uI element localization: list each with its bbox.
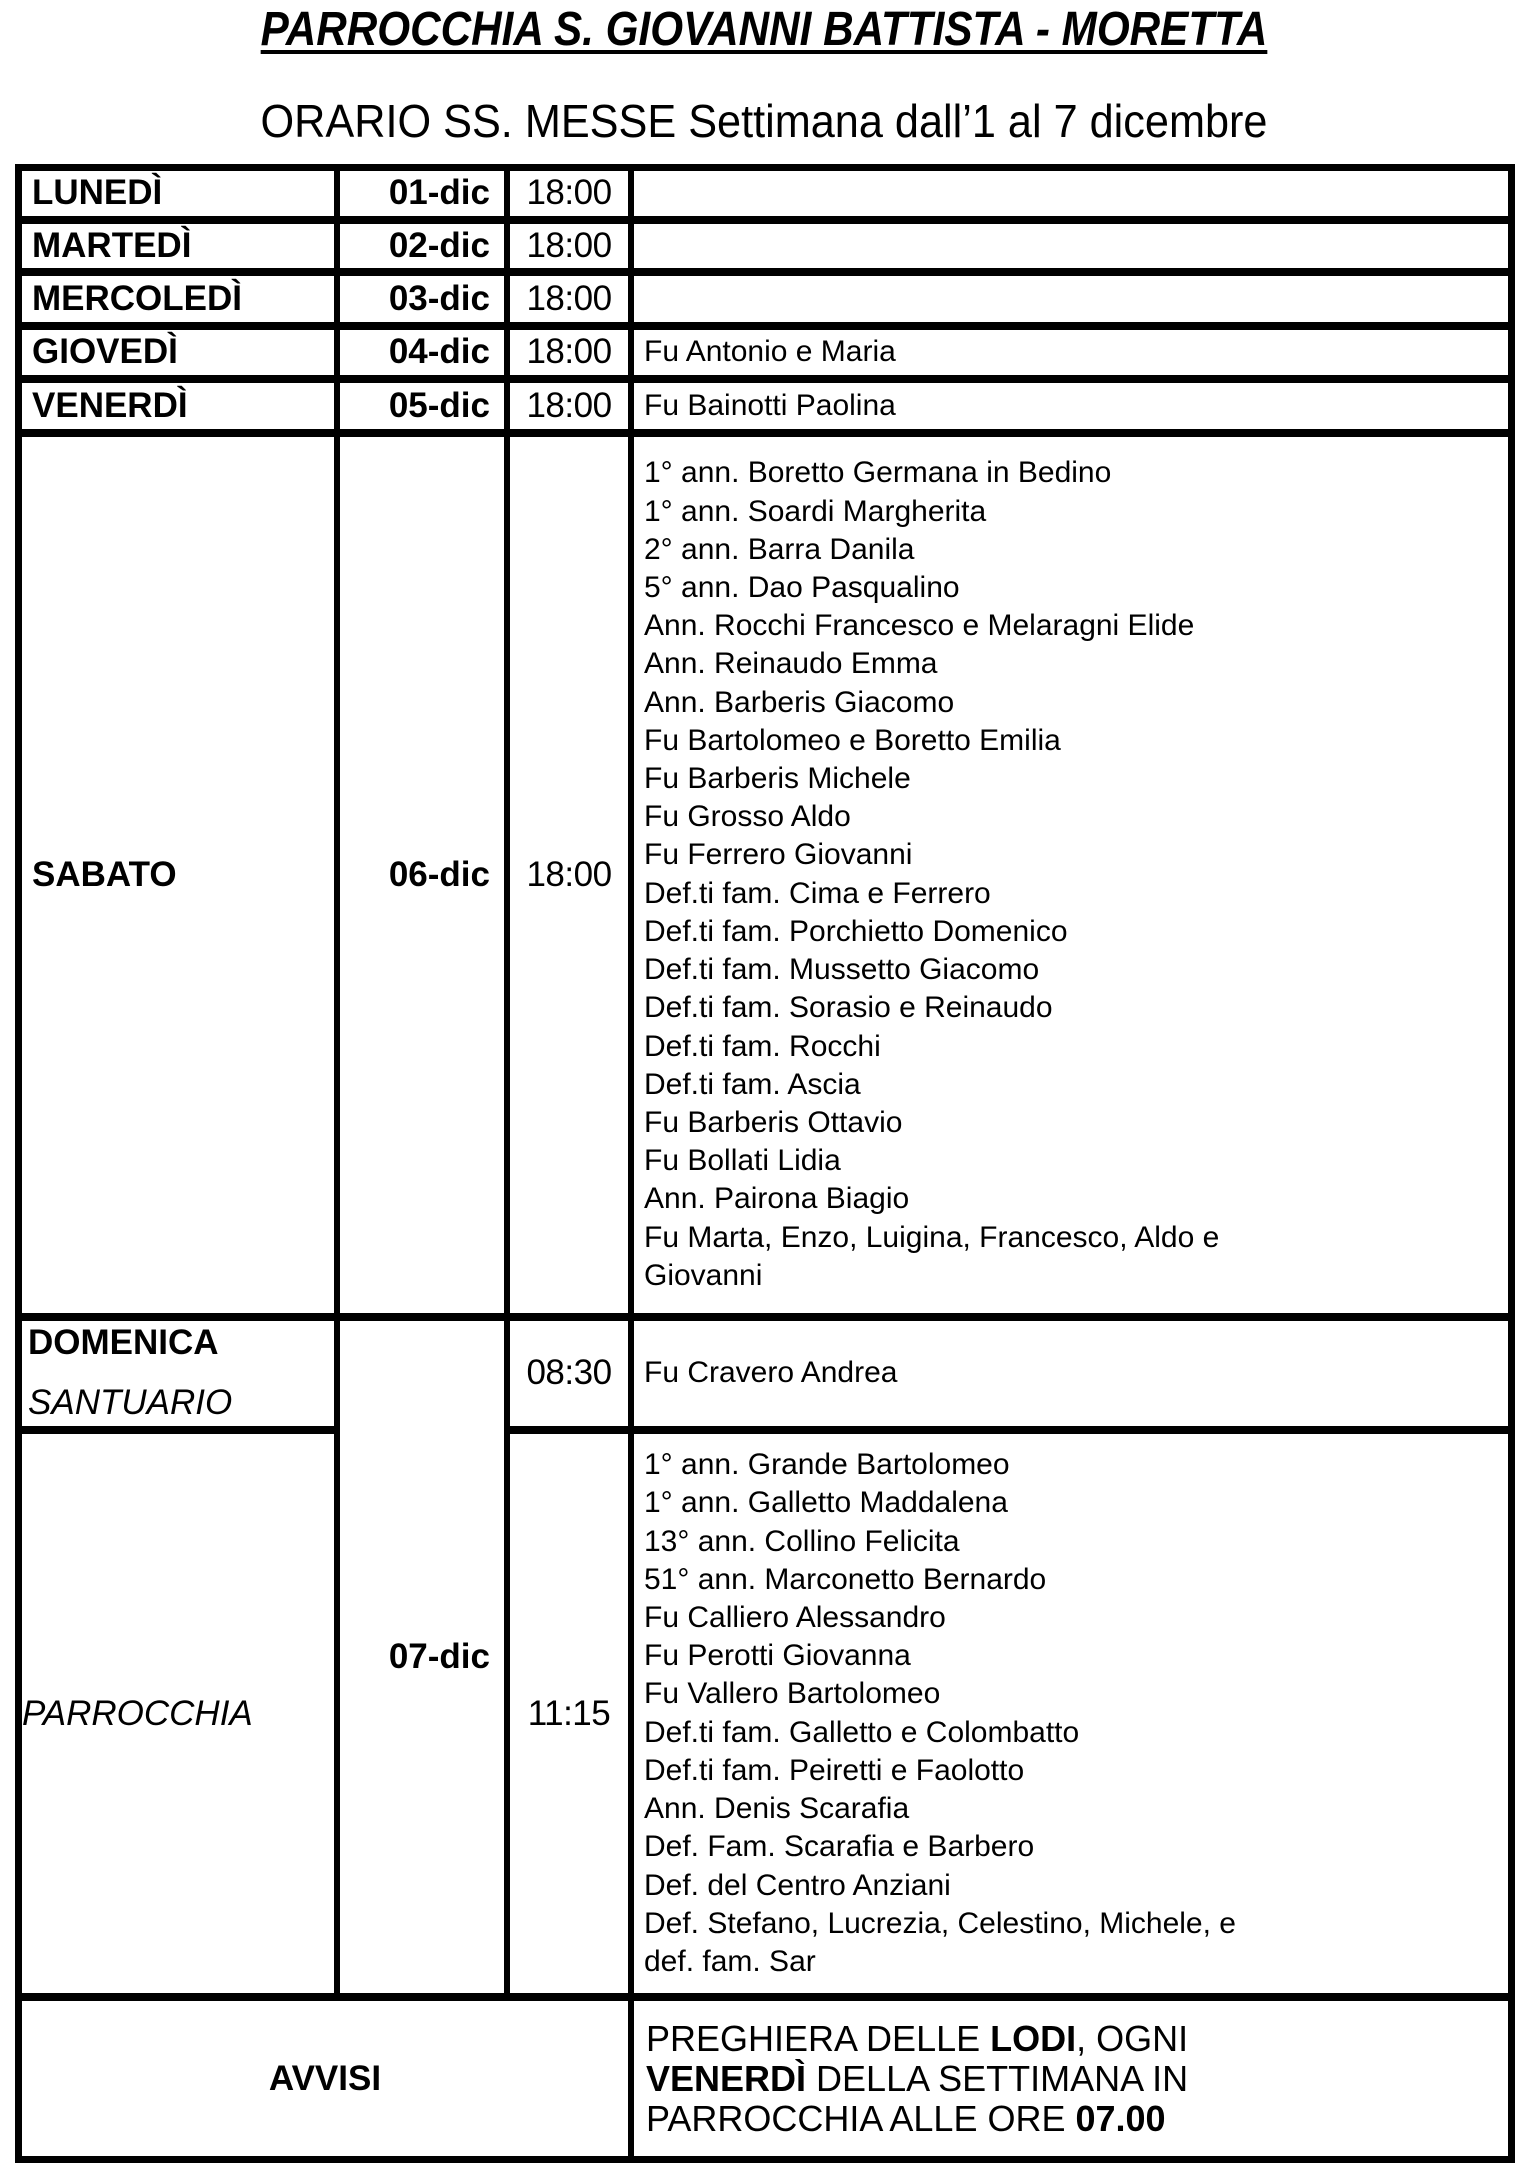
- schedule-row-sunday-santuario: [22, 1321, 1508, 1434]
- intention-item: Ann. Rocchi Francesco e Melaragni Elide: [644, 609, 1195, 643]
- mass-time: 18:00: [510, 330, 634, 384]
- intention-item: Def.ti fam. Galletto e Colombatto: [644, 1715, 1080, 1749]
- intention-item: def. fam. Sar: [644, 1944, 816, 1978]
- intention-item: 1° ann. Grande Bartolomeo: [644, 1448, 1010, 1482]
- intention-item: Def.ti fam. Peiretti e Faolotto: [644, 1753, 1025, 1787]
- notice-line: PARROCCHIA ALLE ORE 07.00: [646, 2097, 1166, 2139]
- mass-intentions: Fu Antonio e Maria: [634, 330, 1508, 384]
- date-label: 01-dic: [340, 171, 510, 224]
- mass-time: 18:00: [510, 383, 634, 437]
- intention-item: 1° ann. Soardi Margherita: [644, 494, 987, 528]
- intention-item: Def. del Centro Anziani: [644, 1868, 951, 1902]
- mass-intentions: [634, 224, 1508, 277]
- intention-item: Def. Stefano, Lucrezia, Celestino, Michele, e: [644, 1906, 1236, 1940]
- day-label: GIOVEDÌ: [22, 330, 340, 384]
- schedule-row-friday: [22, 383, 1508, 437]
- schedule-row-sunday-parrocchia: [22, 1434, 1508, 2001]
- intention-item: Ann. Pairona Biagio: [644, 1182, 910, 1216]
- intention-item: Fu Bollati Lidia: [644, 1144, 841, 1178]
- mass-time: 18:00: [510, 224, 634, 277]
- intention-item: Fu Vallero Bartolomeo: [644, 1677, 941, 1711]
- intention-item: Fu Perotti Giovanna: [644, 1639, 911, 1673]
- intention-item: Ann. Reinaudo Emma: [644, 647, 938, 681]
- intention-item: Def. Fam. Scarafia e Barbero: [644, 1830, 1035, 1864]
- schedule-row-thursday: [22, 330, 1508, 384]
- intentions-list: [644, 1446, 1508, 1981]
- mass-time: 08:30: [510, 1321, 634, 1434]
- mass-time: 11:15: [510, 1434, 634, 2001]
- day-label: SABATO: [22, 437, 340, 1321]
- date-label: 03-dic: [340, 276, 510, 330]
- intention-item: Fu Barberis Michele: [644, 762, 911, 796]
- intention-item: Giovanni: [644, 1258, 763, 1292]
- day-label: MERCOLEDÌ: [22, 276, 340, 330]
- date-label: 07-dic: [340, 1321, 510, 2002]
- date-label: 04-dic: [340, 330, 510, 384]
- date-label: 02-dic: [340, 224, 510, 277]
- date-label: 06-dic: [340, 437, 510, 1321]
- day-label: MARTEDÌ: [22, 224, 340, 277]
- location-label: SANTUARIO: [28, 1382, 233, 1422]
- mass-schedule-table: [15, 164, 1515, 2163]
- intention-item: Fu Barberis Ottavio: [644, 1105, 903, 1139]
- intention-item: 2° ann. Barra Danila: [644, 532, 915, 566]
- schedule-row-wednesday: [22, 276, 1508, 330]
- intention-item: Def.ti fam. Rocchi: [644, 1029, 881, 1063]
- notices-label: AVVISI: [22, 2001, 634, 2156]
- intention-item: 1° ann. Galletto Maddalena: [644, 1486, 1008, 1520]
- notices-row: [22, 2001, 1508, 2156]
- intention-item: 5° ann. Dao Pasqualino: [644, 571, 960, 605]
- intention-item: Fu Grosso Aldo: [644, 800, 851, 834]
- day-label: LUNEDÌ: [22, 171, 340, 224]
- mass-intentions: [634, 171, 1508, 224]
- notices-text: [634, 2001, 1508, 2156]
- mass-time: 18:00: [510, 171, 634, 224]
- notice-line: VENERDÌ DELLA SETTIMANA IN: [646, 2057, 1189, 2099]
- schedule-row-saturday: [22, 437, 1508, 1321]
- intention-item: 13° ann. Collino Felicita: [644, 1524, 960, 1558]
- mass-intentions: [634, 276, 1508, 330]
- intention-item: Fu Marta, Enzo, Luigina, Francesco, Aldo e: [644, 1220, 1220, 1254]
- intention-item: Fu Bartolomeo e Boretto Emilia: [644, 723, 1061, 757]
- intention-item: Def.ti fam. Sorasio e Reinaudo: [644, 991, 1053, 1025]
- mass-intentions: [634, 437, 1508, 1321]
- intention-item: Def.ti fam. Mussetto Giacomo: [644, 953, 1040, 987]
- intention-item: 1° ann. Boretto Germana in Bedino: [644, 456, 1112, 490]
- mass-intentions: [634, 1434, 1508, 2001]
- intention-item: Ann. Barberis Giacomo: [644, 685, 955, 719]
- mass-intentions: Fu Cravero Andrea: [634, 1321, 1508, 1434]
- page-subtitle: ORARIO SS. MESSE Settimana dall’1 al 7 dicembre: [260, 95, 1268, 147]
- mass-intentions: Fu Bainotti Paolina: [634, 383, 1508, 437]
- intention-item: Fu Calliero Alessandro: [644, 1601, 946, 1635]
- intentions-list: [644, 454, 1508, 1294]
- mass-time: 18:00: [510, 437, 634, 1321]
- intention-item: Fu Ferrero Giovanni: [644, 838, 913, 872]
- schedule-row-tuesday: [22, 224, 1508, 277]
- location-label: PARROCCHIA: [22, 1434, 340, 2001]
- date-label: 05-dic: [340, 383, 510, 437]
- day-cell: [22, 1321, 340, 1434]
- mass-time: 18:00: [510, 276, 634, 330]
- schedule-row-monday: [22, 171, 1508, 224]
- notice-line: PREGHIERA DELLE LODI, OGNI: [646, 2017, 1189, 2059]
- intention-item: Def.ti fam. Cima e Ferrero: [644, 876, 991, 910]
- intention-item: Ann. Denis Scarafia: [644, 1792, 910, 1826]
- day-label: DOMENICA: [28, 1322, 219, 1362]
- day-label: VENERDÌ: [22, 383, 340, 437]
- intention-item: Def.ti fam. Ascia: [644, 1067, 861, 1101]
- page-title: PARROCCHIA S. GIOVANNI BATTISTA - MORETTA: [260, 3, 1268, 56]
- intention-item: 51° ann. Marconetto Bernardo: [644, 1562, 1047, 1596]
- intention-item: Def.ti fam. Porchietto Domenico: [644, 914, 1068, 948]
